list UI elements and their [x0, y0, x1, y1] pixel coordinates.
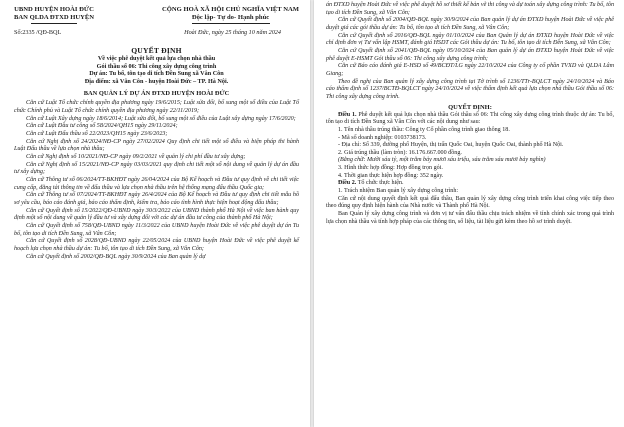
decision-title: QUYẾT ĐỊNH: [131, 46, 182, 55]
national-motto: [162, 6, 299, 24]
article-1-text: Phê duyệt kết quả lựa chọn nhà thầu Gói thầu số 06: Thi công xây dựng công trình thuộc dự án: Tu bổ, tôn tạo di tích Đền Sung xã Vân Côn với các nội dung như sau:: [326, 111, 614, 126]
legal-basis: Căn cứ Quyết định số 2002/QĐ-BQL ngày 30/9/2024 của Ban quản lý dự: [26, 253, 206, 260]
subject-line: Địa điểm: xã Vân Côn - huyện Hoài Đức – TP. Hà Nội.: [84, 77, 229, 85]
legal-basis: Căn cứ Quyết định số 2028/QĐ-UBND ngày 22/05/2024 của UBND huyện Hoài Đức về việc phê duyệt kế hoạch lựa chọn nhà thầu dự án: Tu bổ, tôn tạo di tích Đền Sung, xã Vân Côn;: [14, 238, 299, 252]
decision-subject: [14, 55, 299, 85]
article-2-label: Điều 2.: [338, 180, 357, 187]
legal-basis: Căn cứ Thông tư số 07/2024/TT-BKHĐT ngày 26/4/2024 của Bộ Kế hoạch và Đầu tư quy định chi tiết mẫu hồ sơ yêu cầu, báo cáo đánh giá, báo cáo thẩm định, kiểm tra, báo cáo tình hình thực hiện hoạt động đấu thầu;: [14, 192, 299, 206]
legal-basis: án ĐTXD huyện Hoài Đức về việc phê duyệt hồ sơ thiết kế bản vẽ thi công và dự toán xây dựng công trình: Tu bổ, tôn tạo di tích Đền Sung, xã Vân Côn;: [326, 2, 614, 16]
article-1-item: 3. Hình thức hợp đồng: Hợp đồng trọn gói.: [338, 165, 443, 172]
legal-basis: Căn cứ Quyết định số 2041/QĐ-BQL ngày 05/10/2024 của Ban quản lý dự án ĐTXD huyện Hoài Đức về việc phê duyệt E-HSMT Gói thầu số 06: Thi công xây dựng công trình;: [326, 47, 614, 62]
article-2-item: 1. Trách nhiệm Ban quản lý xây dựng công trình:: [338, 188, 459, 195]
subject-line: Về việc phê duyệt kết quả lựa chọn nhà thầu: [97, 55, 216, 62]
meta-row: [14, 29, 299, 37]
article-1-item: - Địa chỉ: Số 339, đường phố Huyện, thị trấn Quốc Oai, huyện Quốc Oai, thành phố Hà Nội.: [338, 142, 564, 149]
article-2-item: Ban Quản lý xây dựng công trình và đơn vị tư vấn đấu thầu chịu trách nhiệm về tính chính xác trong quá trình lựa chọn nhà thầu và tính hợp pháp của các thông tin, số liệu, tài liệu gửi kèm theo hồ sơ trình duyệt.: [326, 211, 614, 225]
article-1-item: 2. Giá trúng thầu (làm tròn): 16.176.667.000 đồng.: [338, 149, 462, 156]
article-1-item: 1. Tên nhà thầu trúng thầu: Công ty Cổ phần công trình giao thông 18.: [338, 126, 510, 133]
article-2-item: Căn cứ nội dung quyết định kết quả đấu thầu, Ban quản lý xây dựng công trình triển khai công việc tiếp theo theo đúng quy định hiện hành của Nhà nước và Thành phố Hà Nội.: [326, 195, 614, 210]
legal-basis: Căn cứ Luật Tổ chức chính quyền địa phương ngày 19/6/2015; Luật sửa đổi, bổ sung một số điều của Luật Tổ chức Chính phủ và Luật Tổ chức chính quyền địa phương ngày 22/11/2019;: [14, 100, 299, 115]
page-left: [0, 0, 310, 427]
subject-line: Dự án: Tu bổ, tôn tạo di tích Đền Sung xã Vân Côn: [89, 70, 224, 78]
issuer-heading: BAN QUẢN LÝ DỰ ÁN ĐTXD HUYỆN HOÀI ĐỨC: [83, 90, 230, 98]
legal-basis: Căn cứ Quyết định số 2004/QĐ-BQL ngày 30/9/2024 của Ban quản lý dự án ĐTXD huyện Hoài Đức về việc phê duyệt giá các gói thầu dự án: Tu bổ, tôn tạo di tích Đền Sung, xã Vân Côn;: [326, 17, 614, 31]
document-header: [14, 6, 299, 24]
legal-basis: Căn cứ Quyết định số 2016/QĐ-BQL ngày 01/10/2024 của Ban Quản lý dự án ĐTXD huyện Hoài Đức về việc chỉ định đơn vị Tư vấn lập HSMT, đánh giá HSDT các Gói thầu dự án: Tu bổ, tôn tạo di tích Đền Sung, xã Vân Côn;: [326, 32, 614, 47]
agency-line-1: UBND HUYỆN HOÀI ĐỨC: [14, 6, 94, 13]
legal-basis: Căn cứ Luật Đầu tư công số 58/2024/QH15 ngày 29/11/2024;: [26, 123, 178, 130]
article-2: [326, 180, 614, 188]
article-1-item: 4. Thời gian thực hiện hợp đồng: 352 ngày.: [338, 172, 444, 179]
legal-basis: Căn cứ Báo cáo đánh giá E-HSD số 49/BCĐT/LG ngày 22/10/2024 của Công ty cổ phần TVXD và QLDA Lâm Giang;: [326, 63, 614, 77]
nation-line-1: CỘNG HOÀ XÃ HỘI CHỦ NGHĨA VIỆT NAM: [162, 6, 299, 13]
legal-basis: Căn cứ Quyết định số 758/QĐ-UBND ngày 11/3/2022 của UBND huyện Hoài Đức về việc phê duyệt dự án Tu bổ, tôn tạo di tích Đền Sung, xã Vân Côn;: [14, 222, 299, 237]
agency-underline: [31, 23, 77, 24]
article-1-label: Điều 1.: [338, 111, 357, 118]
document-number: Số:2335 /QĐ-BQL: [14, 29, 62, 36]
article-1-item: - Mã số doanh nghiệp: 0103738173.: [338, 134, 427, 141]
legal-basis: Căn cứ Nghị định số 24/2024/NĐ-CP ngày 27/02/2024 Quy định chi tiết một số điều và biện pháp thi hành Luật Đấu thầu về lựa chọn nhà thầu;: [14, 138, 299, 153]
issuing-agency: [14, 6, 94, 24]
proposal-basis: Theo đề nghị của Ban quản lý xây dựng công trình tại Tờ trình số 1236/TTr-BQLCT ngày 24/10/2024 và Báo cáo thẩm định số 1237/BCTĐ-BQLCT ngày 24/10/2024 về việc thẩm định kết quả lựa chọn nhà thầu Gói thầu số 06: Thi công xây dựng công trình.: [326, 78, 614, 100]
legal-basis: Căn cứ Quyết định số 15/2022/QĐ-UBND ngày 30/3/2022 của UBND thành phố Hà Nội về việc ban hành quy định một số nội dung về quản lý đầu tư và xây dựng đối với các dự án đầu tư công của thành phố Hà Nội;: [14, 207, 299, 222]
article-1: [326, 112, 614, 127]
issue-date: Hoài Đức, ngày 25 tháng 10 năm 2024: [184, 29, 281, 36]
agency-line-2: BAN QLDA ĐTXD HUYỆN: [14, 14, 95, 21]
motto-underline: [192, 23, 270, 24]
legal-basis: Căn cứ Nghị định số 15/2021/NĐ-CP ngày 03/03/2021 quy định chi tiết một số nội dung về quản lý dự án đầu tư xây dựng;: [14, 161, 299, 176]
legal-basis: Căn cứ Nghị định số 10/2021/NĐ-CP ngày 09/2/2021 về quản lý chi phí đầu tư xây dựng;: [26, 153, 246, 160]
price-in-words: (Bằng chữ: Mười sáu tỷ, một trăm bảy mươi sáu triệu, sáu trăm sáu mươi bảy nghìn): [338, 157, 546, 164]
legal-basis: Căn cứ Luật Xây dựng ngày 18/6/2014; Luật sửa đổi, bổ sung một số điều của Luật xây dựng ngày 17/6/2020;: [26, 115, 296, 122]
decide-heading: QUYẾT ĐỊNH:: [448, 103, 492, 111]
legal-basis: Căn cứ Thông tư số 06/2024/TT-BKHĐT ngày 26/04/2024 của Bộ Kế hoạch và Đầu tư quy định về chi tiết việc cung cấp, đăng tải thông tin về đấu thầu và lựa chọn nhà thầu trên hệ thống mạng đấu thầu Quốc gia;: [14, 176, 299, 191]
legal-basis: Căn cứ Luật Đấu thầu số 22/2023/QH15 ngày 23/6/2023;: [26, 131, 168, 137]
article-2-text: Tổ chức thực hiện.: [357, 180, 404, 187]
nation-line-2: Độc lập- Tự do- Hạnh phúc: [191, 14, 270, 21]
page-right: [314, 0, 624, 427]
subject-line: Gói thầu số 06: Thi công xây dựng công trình: [96, 62, 217, 70]
